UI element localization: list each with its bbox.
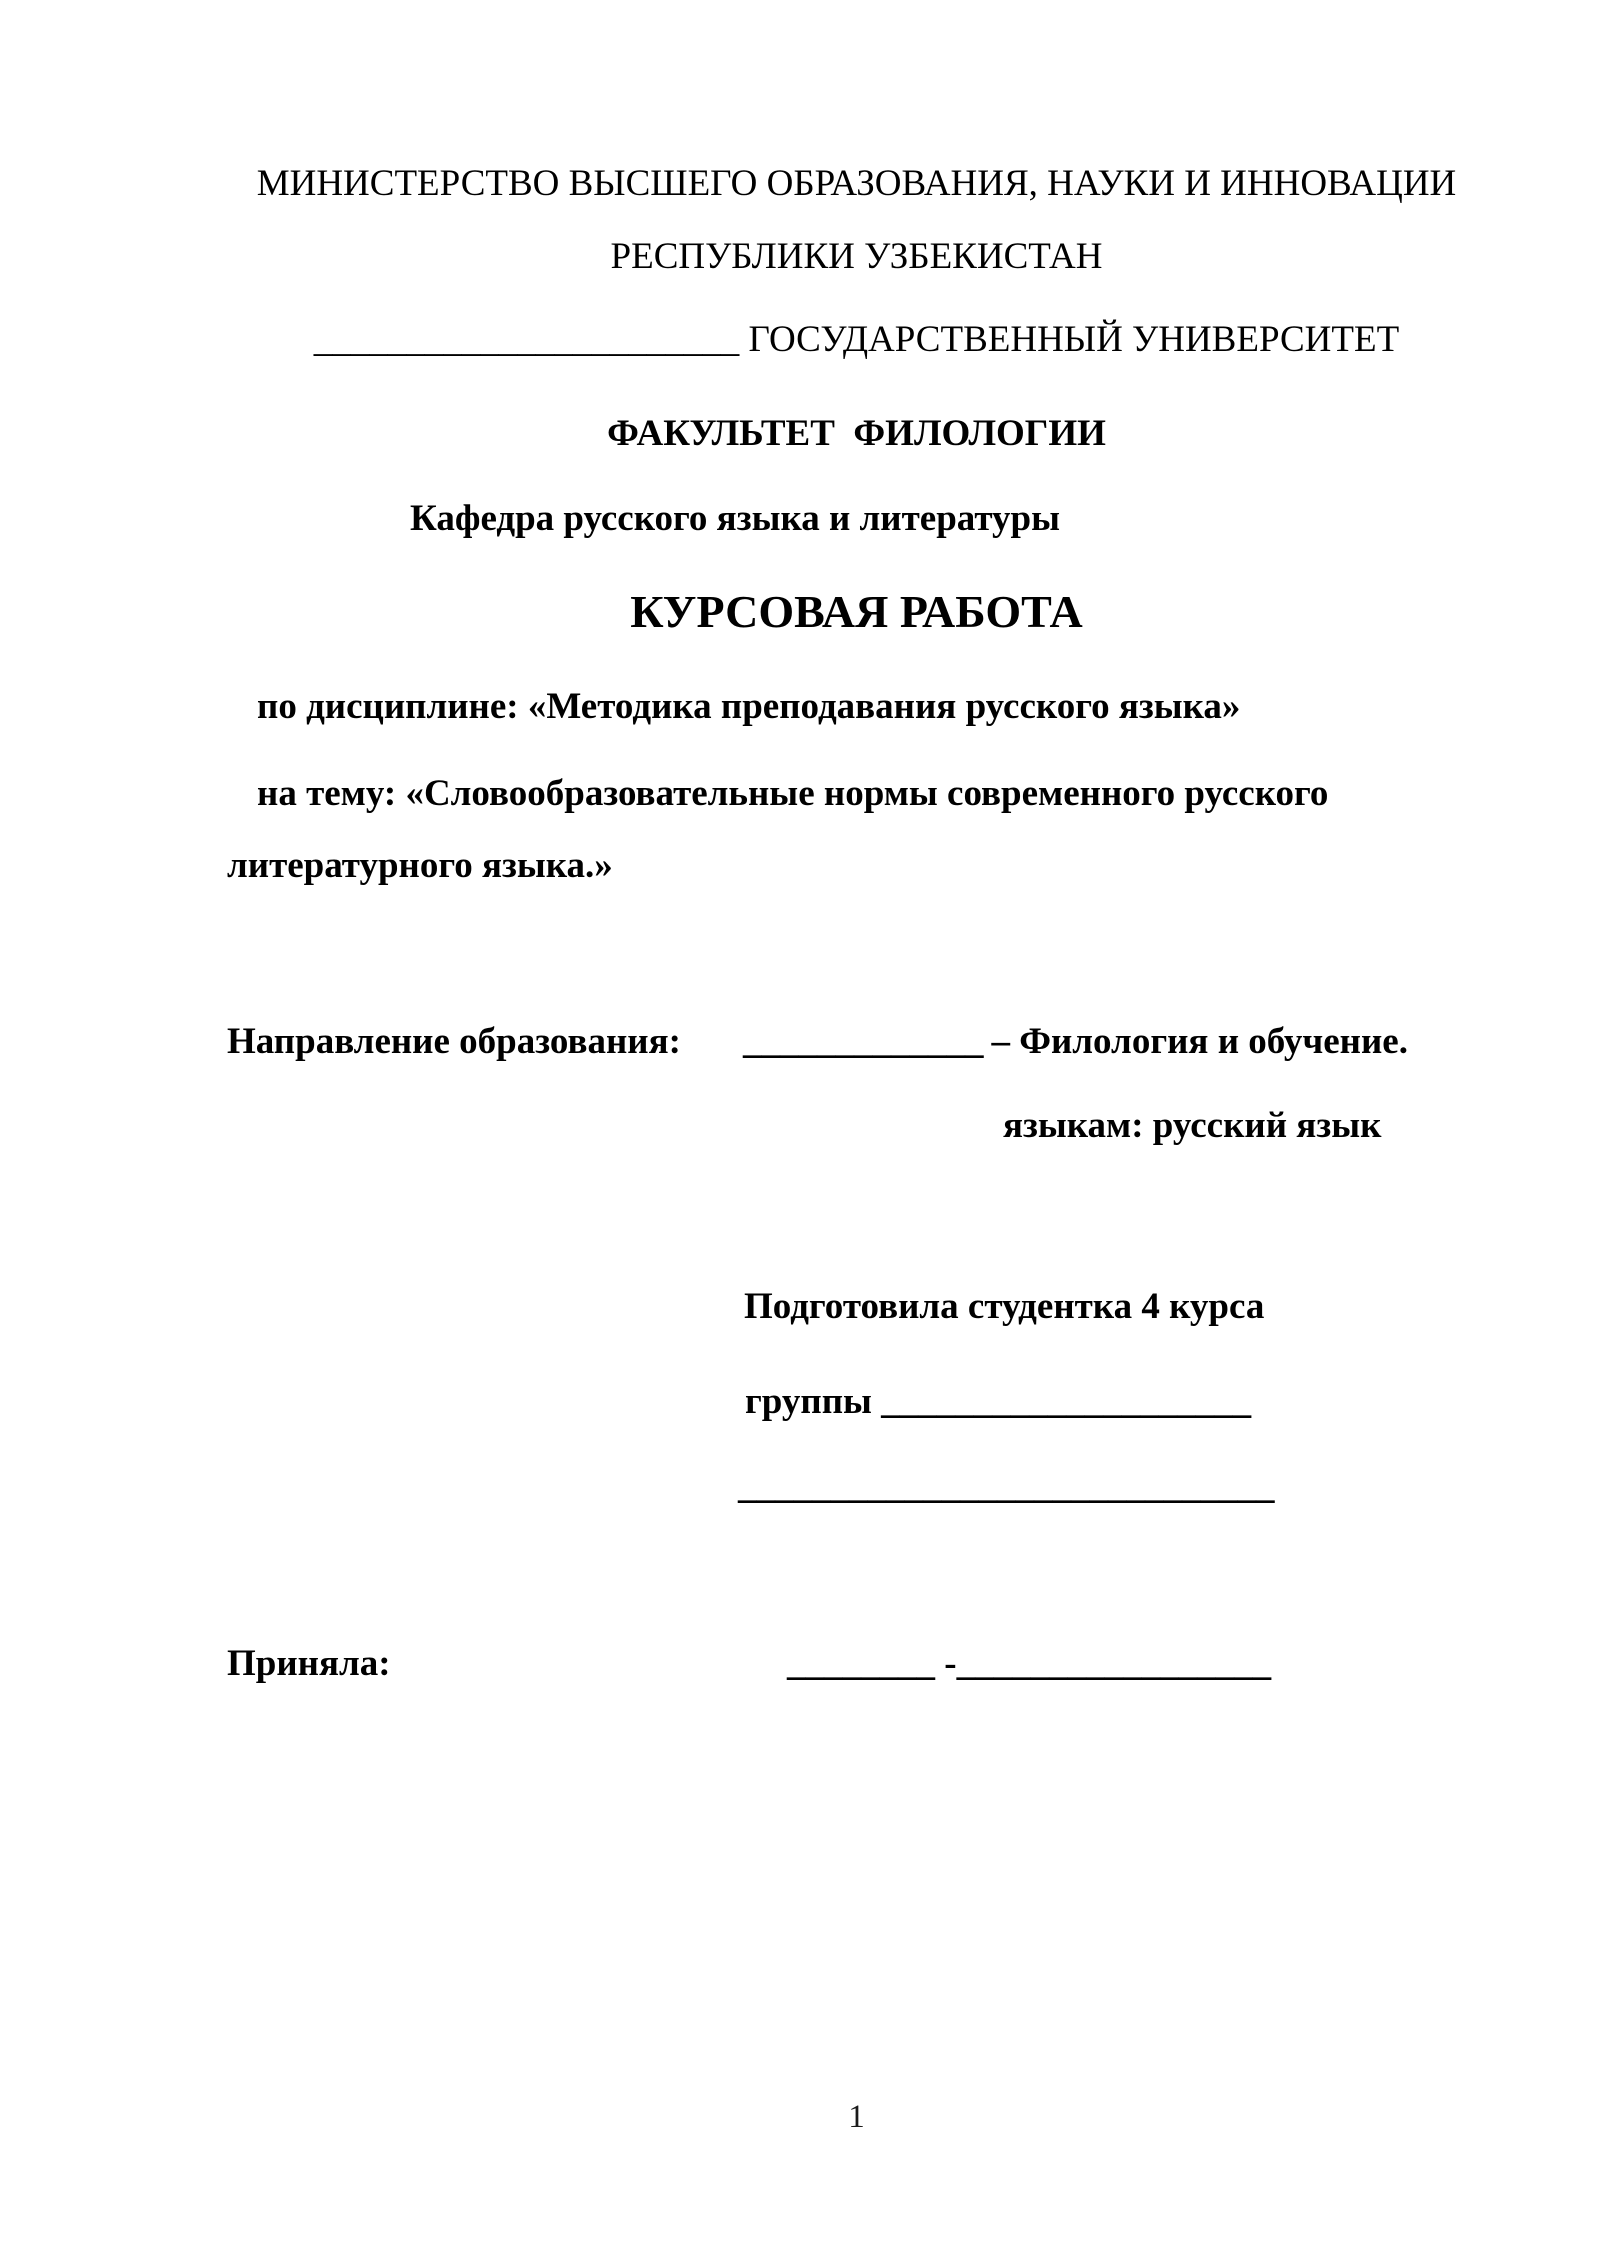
accepted-by-label: Приняла: [227,1643,391,1684]
direction-value-line-2: языкам: русский язык [1003,1105,1382,1146]
group-blank-underscores: ____________________ [881,1381,1252,1422]
work-type-title: КУРСОВАЯ РАБОТА [630,586,1083,637]
accepted-blank-2: _________________ [956,1643,1272,1684]
prepared-by-line: Подготовила студентка 4 курса [744,1286,1265,1327]
direction-blank-underscores: _____________ [742,1021,984,1062]
topic-line-2: литературного языка.» [227,845,613,886]
page-number: 1 [848,2099,865,2135]
student-name-blank: _____________________________ [738,1466,1275,1507]
direction-value: – Филология и обучение. [991,1021,1408,1062]
department-title: Кафедра русского языка и литературы [410,498,1060,539]
faculty-title: ФАКУЛЬТЕТ ФИЛОЛОГИИ [607,413,1106,454]
ministry-line-1: МИНИСТЕРСТВО ВЫСШЕГО ОБРАЗОВАНИЯ, НАУКИ И ИННОВАЦИИ [256,163,1457,204]
accepted-separator: - [935,1643,957,1684]
university-blank-underscores: _______________________ [313,319,740,360]
topic-line-1: на тему: «Словообразовательные нормы современного русского [257,773,1329,814]
ministry-line-2: РЕСПУБЛИКИ УЗБЕКИСТАН [610,236,1103,277]
accepted-blank-1: ________ [787,1643,935,1684]
university-line [227,318,1486,362]
discipline-line: по дисциплине: «Методика преподавания русского языка» [257,686,1241,727]
group-label: группы [745,1381,882,1422]
university-name: ГОСУДАРСТВЕННЫЙ УНИВЕРСИТЕТ [739,319,1400,360]
accepted-by-line [227,1642,1486,1686]
accepted-by-blanks [787,1642,1271,1686]
direction-label: Направление образования: [227,1021,681,1062]
direction-line [227,1020,1408,1064]
group-line [745,1380,1251,1424]
